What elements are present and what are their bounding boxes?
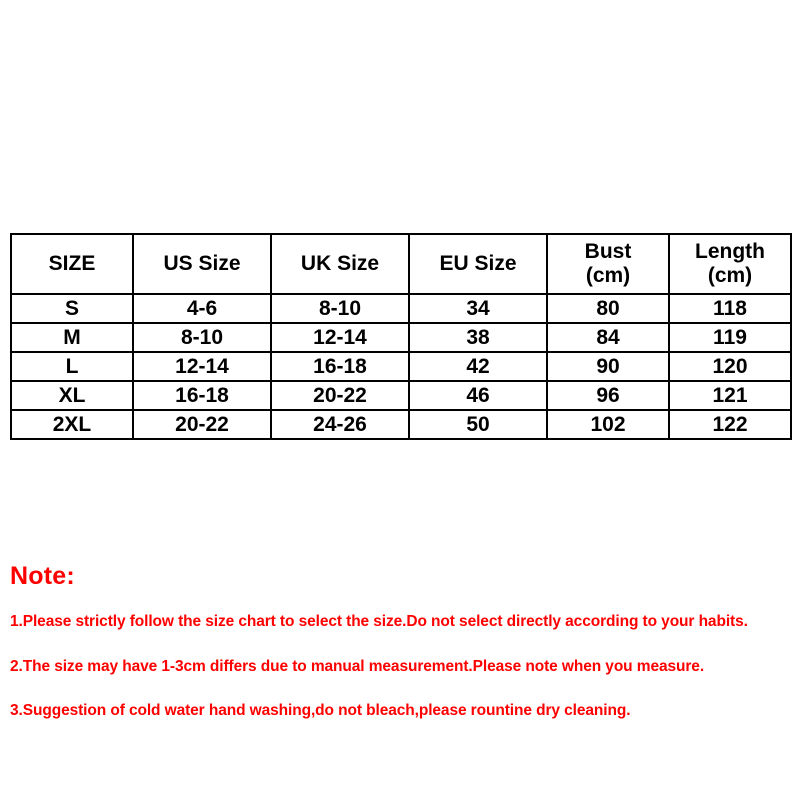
table-row — [11, 381, 791, 410]
cell-length: 122 — [669, 410, 791, 439]
cell-size: 2XL — [11, 410, 133, 439]
cell-bust: 96 — [547, 381, 669, 410]
cell-size: L — [11, 352, 133, 381]
column-header-bust — [547, 234, 669, 294]
table-row — [11, 294, 791, 323]
column-header-length — [669, 234, 791, 294]
cell-size: S — [11, 294, 133, 323]
note-line-1: 1.Please strictly follow the size chart to select the size.Do not select directly according to your habits. — [10, 613, 748, 630]
column-header-eu-size: EU Size — [409, 234, 547, 294]
column-header-bust-line2: (cm) — [585, 264, 631, 287]
cell-length: 120 — [669, 352, 791, 381]
column-header-bust-line1: Bust — [584, 240, 632, 264]
cell-eu-size: 42 — [409, 352, 547, 381]
cell-uk-size: 16-18 — [271, 352, 409, 381]
cell-uk-size: 20-22 — [271, 381, 409, 410]
note-line-3: 3.Suggestion of cold water hand washing,do not bleach,please rountine dry cleaning. — [10, 702, 631, 720]
column-header-uk-size: UK Size — [271, 234, 409, 294]
table-body — [11, 294, 791, 439]
cell-uk-size: 8-10 — [271, 294, 409, 323]
cell-length: 118 — [669, 294, 791, 323]
size-chart-table — [10, 233, 792, 440]
table-row — [11, 352, 791, 381]
cell-uk-size: 24-26 — [271, 410, 409, 439]
cell-us-size: 8-10 — [133, 323, 271, 352]
cell-length: 121 — [669, 381, 791, 410]
cell-eu-size: 38 — [409, 323, 547, 352]
table-header-row — [11, 234, 791, 294]
cell-eu-size: 46 — [409, 381, 547, 410]
cell-size: XL — [11, 381, 133, 410]
cell-bust: 90 — [547, 352, 669, 381]
column-header-size: SIZE — [11, 234, 133, 294]
table-row — [11, 323, 791, 352]
cell-bust: 84 — [547, 323, 669, 352]
column-header-us-size: US Size — [133, 234, 271, 294]
cell-eu-size: 50 — [409, 410, 547, 439]
cell-us-size: 12-14 — [133, 352, 271, 381]
cell-uk-size: 12-14 — [271, 323, 409, 352]
note-title: Note: — [10, 562, 75, 590]
cell-us-size: 20-22 — [133, 410, 271, 439]
cell-size: M — [11, 323, 133, 352]
cell-bust: 102 — [547, 410, 669, 439]
cell-us-size: 16-18 — [133, 381, 271, 410]
cell-us-size: 4-6 — [133, 294, 271, 323]
cell-length: 119 — [669, 323, 791, 352]
table-row — [11, 410, 791, 439]
note-section — [10, 562, 790, 747]
column-header-length-line1: Length — [695, 240, 765, 264]
note-line-2: 2.The size may have 1-3cm differs due to manual measurement.Please note when you measure. — [10, 657, 705, 675]
cell-eu-size: 34 — [409, 294, 547, 323]
size-chart-table-container — [10, 233, 790, 440]
cell-bust: 80 — [547, 294, 669, 323]
column-header-length-line2: (cm) — [707, 264, 753, 287]
